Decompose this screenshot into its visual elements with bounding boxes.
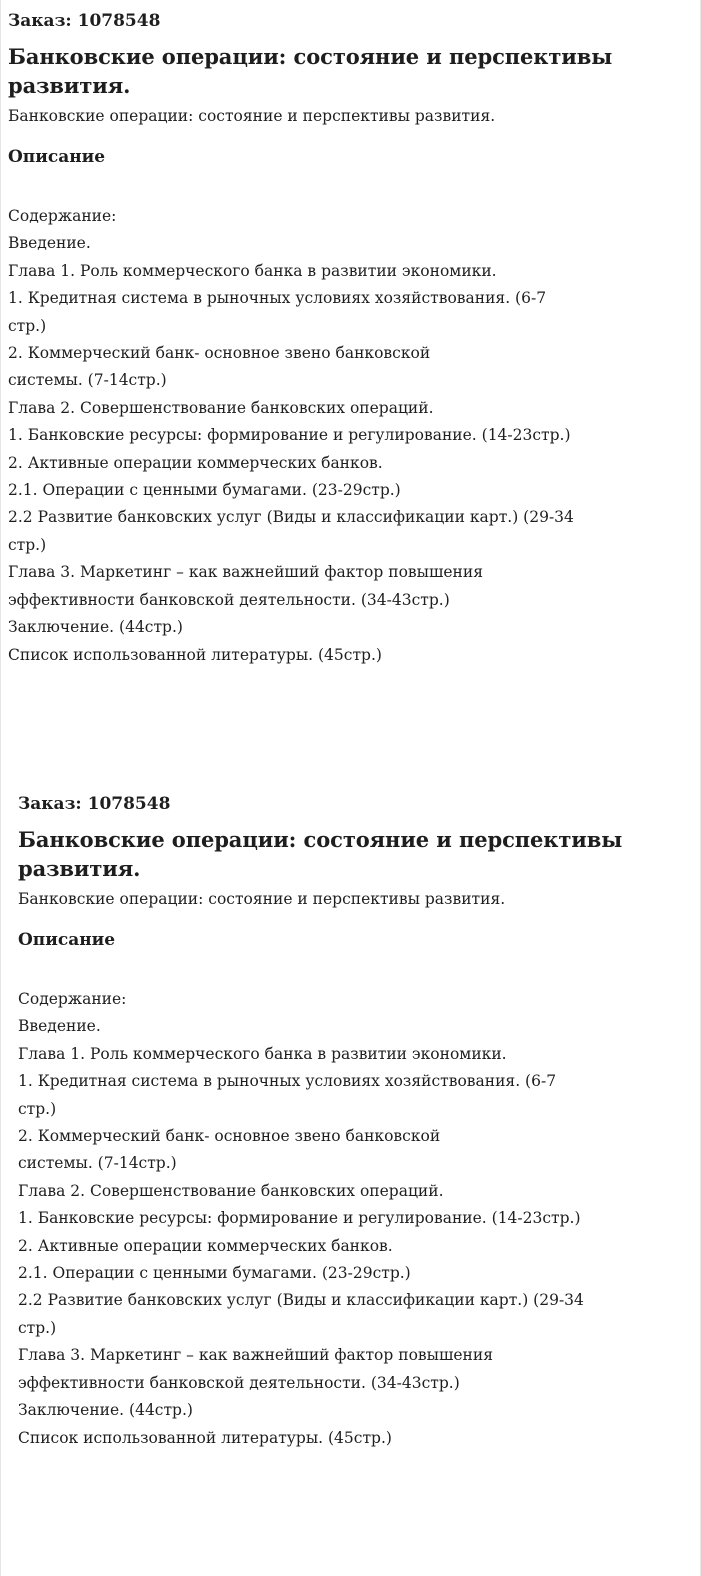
order-card-duplicate — [18, 789, 688, 1452]
work-subtitle: Банковские операции: состояние и перспективы развития. — [8, 107, 496, 125]
contents-line: Заключение. (44стр.) — [8, 618, 183, 637]
contents-line: 2. Активные операции коммерческих банков. — [8, 453, 383, 472]
contents-line: 2.1. Операции с ценными бумагами. (23-29стр.) — [18, 1264, 411, 1283]
work-title: Банковские операции: состояние и перспективы развития. — [18, 827, 623, 881]
contents-line: Содержание: — [18, 990, 127, 1008]
contents-line: 1. Кредитная система в рыночных условиях хозяйствования. (6-7 стр.) — [18, 1072, 557, 1118]
table-of-contents — [18, 986, 688, 1452]
order-number: Заказ: 1078548 — [18, 794, 171, 814]
contents-line: Глава 2. Совершенствование банковских операций. — [18, 1181, 444, 1200]
order-card — [8, 6, 688, 669]
contents-line: Глава 2. Совершенствование банковских операций. — [8, 398, 434, 417]
contents-line: Введение. — [8, 234, 91, 253]
contents-line: Список использованной литературы. (45стр.) — [8, 645, 382, 664]
contents-line: Введение. — [18, 1017, 101, 1036]
contents-line: 2. Коммерческий банк- основное звено банковской системы. (7-14стр.) — [18, 1127, 441, 1173]
work-subtitle: Банковские операции: состояние и перспективы развития. — [18, 890, 506, 908]
contents-line: Содержание: — [8, 207, 117, 225]
contents-line: Глава 1. Роль коммерческого банка в развитии экономики. — [8, 261, 497, 280]
description-heading: Описание — [8, 147, 106, 167]
contents-line: Глава 3. Маркетинг – как важнейший фактор повышения эффективности банковской деятельности. (34-43стр.) — [8, 563, 483, 609]
order-number: Заказ: 1078548 — [8, 11, 161, 31]
contents-line: Список использованной литературы. (45стр.) — [18, 1428, 392, 1447]
table-of-contents — [8, 203, 688, 669]
work-title: Банковские операции: состояние и перспективы развития. — [8, 44, 613, 98]
description-heading: Описание — [18, 930, 116, 950]
contents-line: 2.2 Развитие банковских услуг (Виды и классификации карт.) (29-34 стр.) — [18, 1291, 584, 1337]
contents-line: Глава 3. Маркетинг – как важнейший фактор повышения эффективности банковской деятельности. (34-43стр.) — [18, 1346, 493, 1392]
contents-line: 1. Кредитная система в рыночных условиях хозяйствования. (6-7 стр.) — [8, 289, 547, 335]
contents-line: 1. Банковские ресурсы: формирование и регулирование. (14-23стр.) — [18, 1209, 581, 1228]
contents-line: Глава 1. Роль коммерческого банка в развитии экономики. — [18, 1044, 507, 1063]
contents-line: 2. Активные операции коммерческих банков. — [18, 1236, 393, 1255]
contents-line: Заключение. (44стр.) — [18, 1401, 193, 1420]
contents-line: 2. Коммерческий банк- основное звено банковской системы. (7-14стр.) — [8, 344, 431, 390]
contents-line: 1. Банковские ресурсы: формирование и регулирование. (14-23стр.) — [8, 426, 571, 445]
contents-line: 2.2 Развитие банковских услуг (Виды и классификации карт.) (29-34 стр.) — [8, 508, 574, 554]
contents-line: 2.1. Операции с ценными бумагами. (23-29стр.) — [8, 481, 401, 500]
